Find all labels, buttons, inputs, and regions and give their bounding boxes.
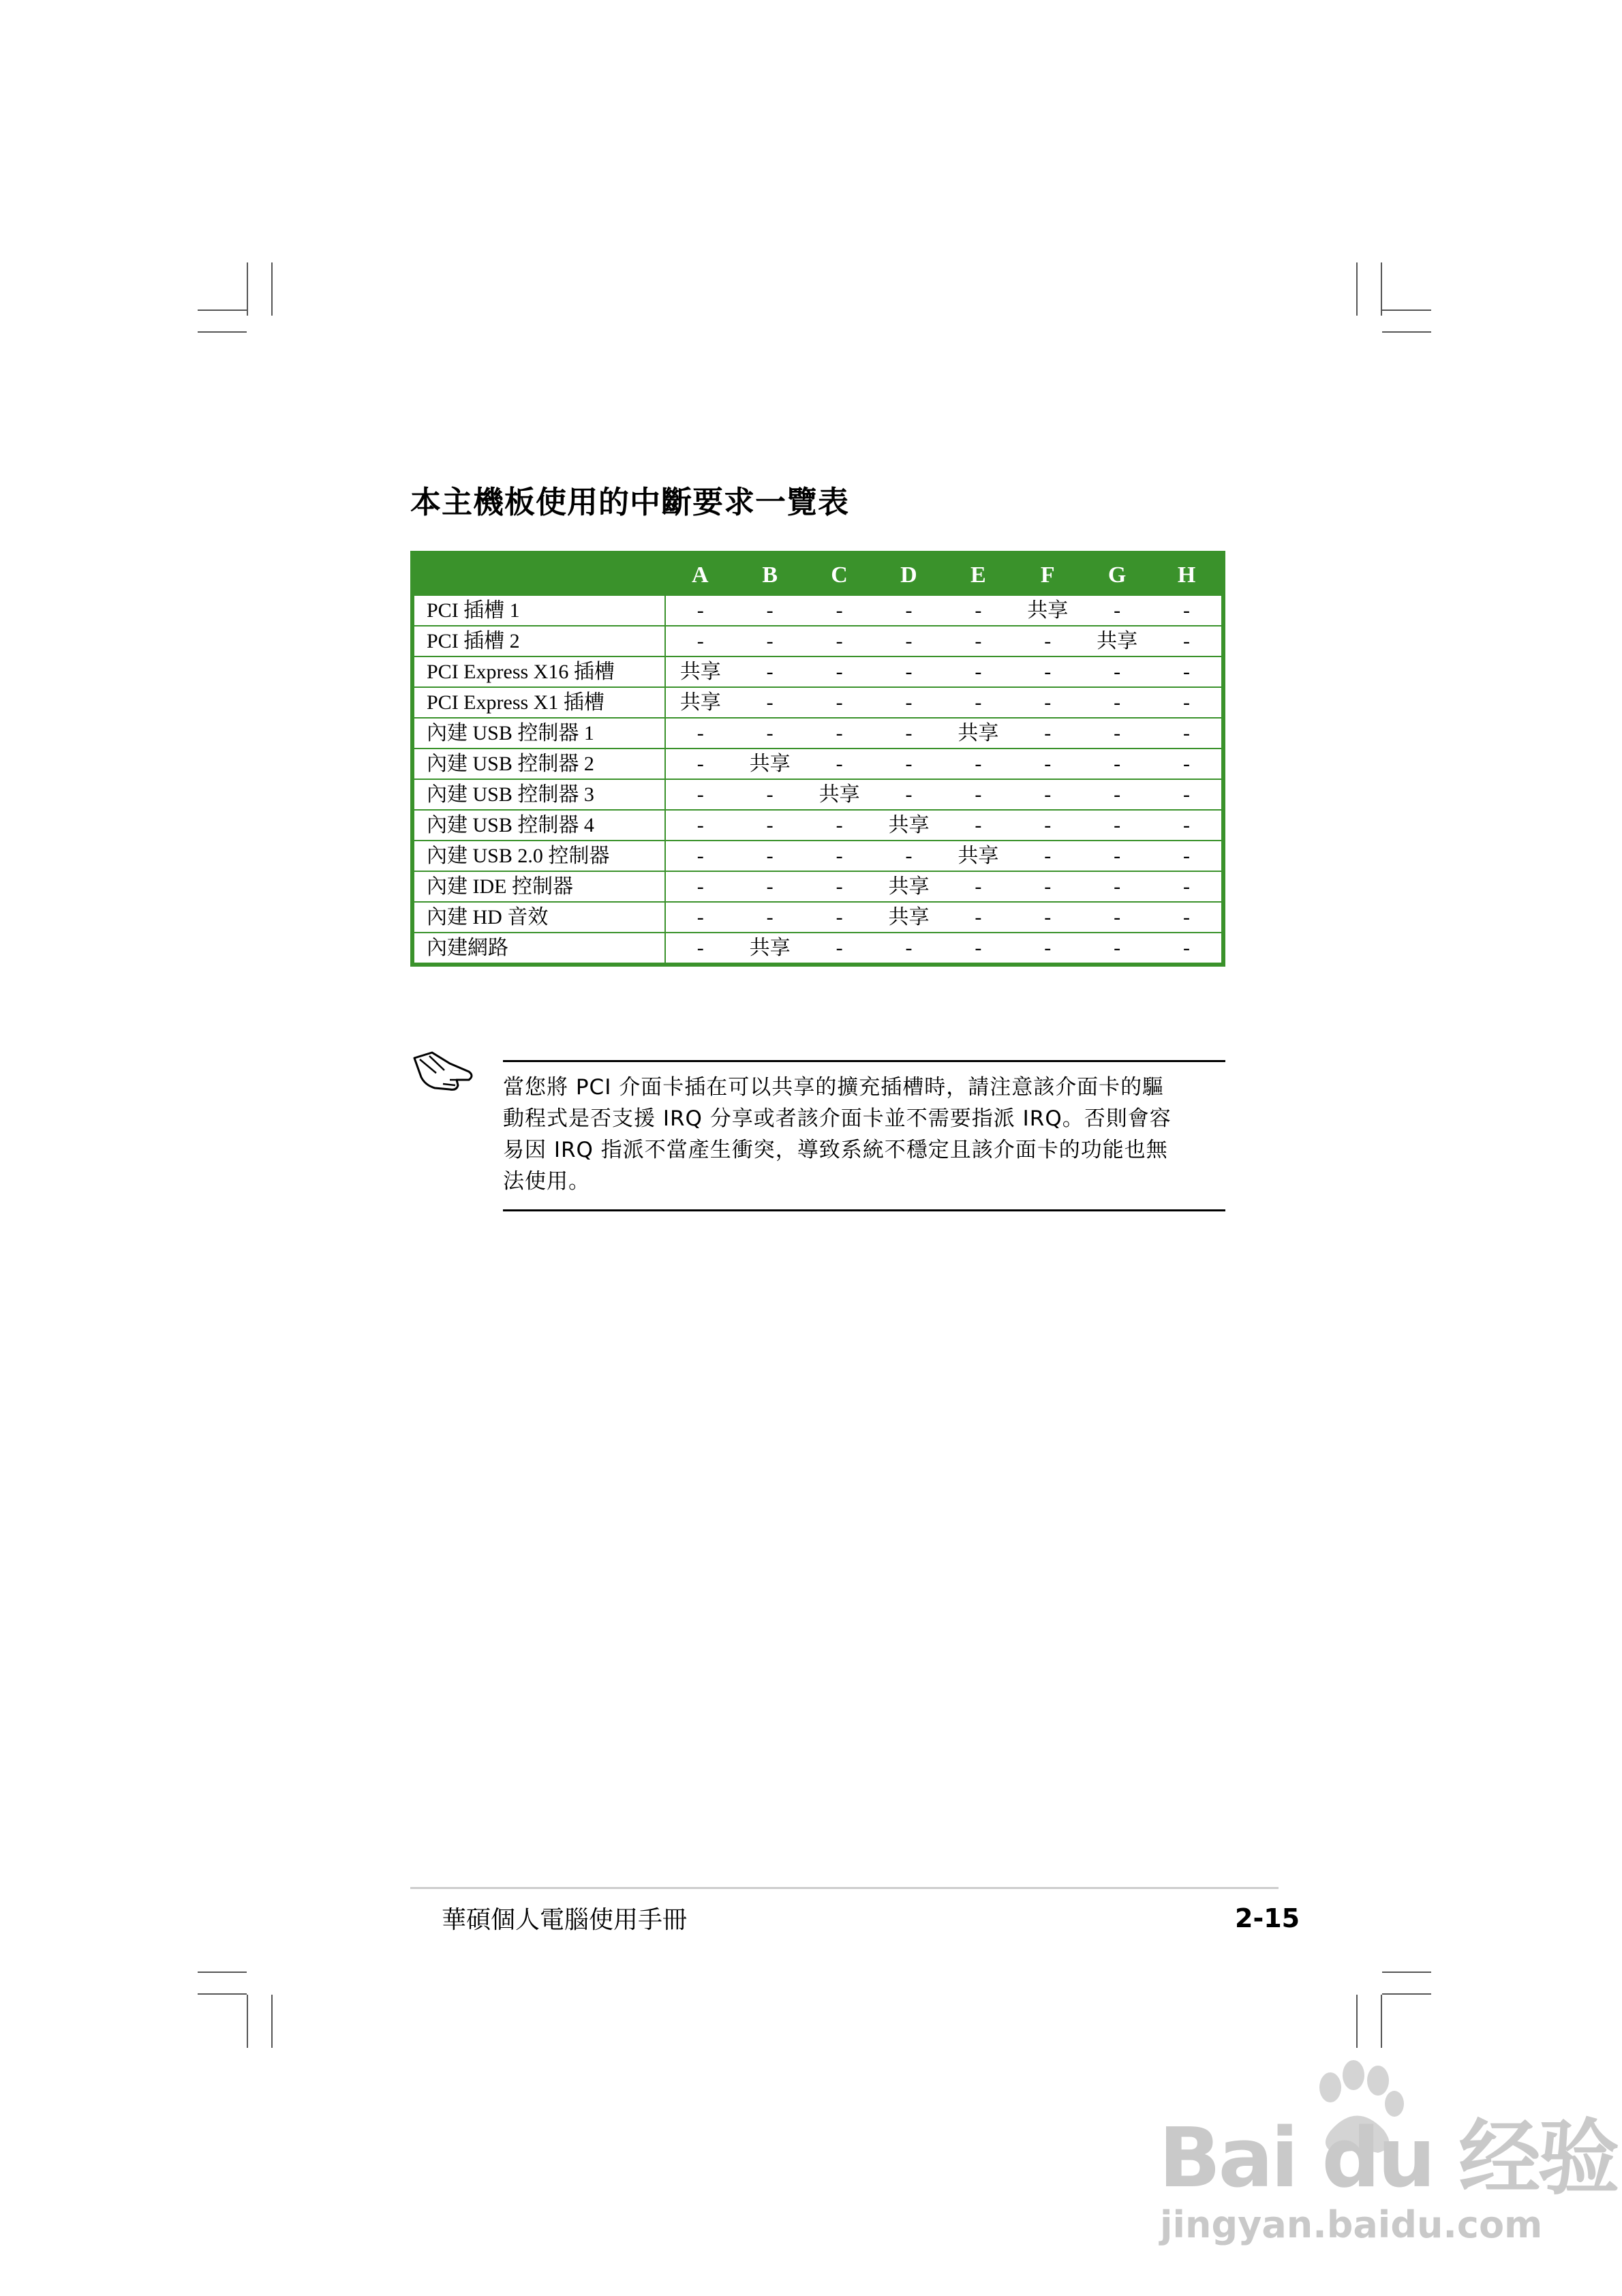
table-cell: - (943, 779, 1013, 810)
table-cell: 共享 (943, 841, 1013, 871)
table-cell: - (805, 749, 874, 779)
header-cell: E (943, 555, 1013, 596)
table-cell: - (735, 902, 805, 933)
table-cell: - (1152, 596, 1221, 626)
header-cell-empty (414, 555, 665, 596)
table-cell: 共享 (874, 871, 944, 902)
table-cell: - (1082, 718, 1152, 749)
table-cell: - (1013, 718, 1082, 749)
table-cell: - (943, 810, 1013, 841)
table-cell: - (665, 626, 735, 656)
table-cell: - (943, 596, 1013, 626)
table-cell: - (735, 810, 805, 841)
table-cell: - (1183, 937, 1191, 959)
crop-mark (198, 1993, 247, 1995)
header-cell: C (805, 555, 874, 596)
table-cell: - (735, 596, 805, 626)
row-label: 內建 USB 控制器 3 (414, 779, 665, 810)
table-cell: - (805, 656, 874, 687)
table-cell: - (805, 596, 874, 626)
row-label: 內建 HD 音效 (414, 902, 665, 933)
crop-mark (271, 1995, 273, 2048)
section-title: 本主機板使用的中斷要求一覽表 (410, 484, 850, 520)
crop-mark (1382, 309, 1431, 311)
table-cell: - (836, 937, 843, 959)
table-cell: - (735, 626, 805, 656)
table-cell: - (943, 871, 1013, 902)
table-cell: - (1152, 779, 1221, 810)
table-cell: - (1013, 626, 1082, 656)
table-cell: - (975, 937, 982, 959)
header-cell: F (1013, 555, 1082, 596)
table-cell: 共享 (665, 656, 735, 687)
row-label: PCI Express X1 插槽 (414, 687, 665, 718)
row-label: 內建 USB 控制器 4 (414, 810, 665, 841)
table-cell: - (874, 656, 944, 687)
irq-table (410, 551, 1225, 967)
table-cell: 共享 (749, 937, 791, 959)
crop-mark (1382, 1993, 1431, 1995)
table-cell: - (1152, 687, 1221, 718)
row-label: PCI 插槽 2 (414, 626, 665, 656)
crop-mark (198, 331, 247, 333)
table-cell: - (943, 902, 1013, 933)
table-cell: - (943, 626, 1013, 656)
table-cell: - (735, 871, 805, 902)
note-box (503, 1060, 1225, 1211)
table-row (414, 902, 1221, 933)
table-cell: - (1013, 810, 1082, 841)
table-cell: - (1152, 718, 1221, 749)
table-cell: - (735, 656, 805, 687)
table-cell: 共享 (1082, 626, 1152, 656)
table-row (414, 779, 1221, 810)
table-cell: - (665, 718, 735, 749)
watermark-brand: Bai du 经验 (1159, 2111, 1617, 2206)
table-cell: - (1044, 937, 1052, 959)
table-header-row (414, 555, 1221, 596)
table-row (414, 749, 1221, 779)
table-cell: - (874, 626, 944, 656)
table-cell: - (665, 902, 735, 933)
row-label: 內建 USB 2.0 控制器 (414, 841, 665, 871)
table-cell: - (1082, 871, 1152, 902)
page-number: 2-15 (1235, 1903, 1300, 1933)
crop-mark (1382, 1972, 1431, 1973)
table-cell: - (943, 656, 1013, 687)
table-cell: - (874, 841, 944, 871)
row-label: PCI 插槽 1 (414, 596, 665, 626)
row-label: 內建網路 (414, 933, 665, 963)
table-cell: - (735, 779, 805, 810)
note-text: 當您將 PCI 介面卡插在可以共享的擴充插槽時，請注意該介面卡的驅動程式是否支援 IRQ 分享或者該介面卡並不需要指派 IRQ。否則會容易因 IRQ 指派不當產生衝突，導致系統不穩定且該介面卡的功能也無法使用。 (503, 1075, 1172, 1194)
table-cell: - (1013, 749, 1082, 779)
table-cell: - (805, 718, 874, 749)
footer-divider (410, 1887, 1279, 1889)
table-cell: - (665, 841, 735, 871)
crop-mark (1356, 1995, 1358, 2048)
table-cell: - (1082, 841, 1152, 871)
crop-mark (1356, 262, 1358, 316)
table-cell: - (805, 687, 874, 718)
table-cell: - (874, 779, 944, 810)
table-cell: 共享 (665, 687, 735, 718)
table-cell: - (665, 749, 735, 779)
table-cell: - (1082, 902, 1152, 933)
table-cell: - (805, 902, 874, 933)
table-cell: - (1082, 687, 1152, 718)
table-row (414, 718, 1221, 749)
row-label: 內建 USB 控制器 1 (414, 718, 665, 749)
table-cell: - (805, 841, 874, 871)
table-row (414, 933, 1221, 963)
table-row (414, 687, 1221, 718)
crop-mark (271, 262, 273, 316)
watermark-url: jingyan.baidu.com (1160, 2203, 1543, 2246)
table-cell: - (665, 810, 735, 841)
crop-mark (1381, 262, 1382, 316)
table-cell: - (1082, 810, 1152, 841)
table-cell: - (1013, 841, 1082, 871)
crop-mark (247, 262, 248, 316)
table-cell: - (874, 687, 944, 718)
table-cell: - (1152, 626, 1221, 656)
table-cell: - (1013, 902, 1082, 933)
crop-mark (198, 1972, 247, 1973)
table-row (414, 841, 1221, 871)
table-row (414, 596, 1221, 626)
table-cell: - (874, 596, 944, 626)
crop-mark (198, 309, 247, 311)
table-cell: - (1013, 687, 1082, 718)
header-cell: H (1152, 555, 1221, 596)
header-cell: D (874, 555, 944, 596)
table-cell: - (1152, 902, 1221, 933)
table-cell: - (665, 596, 735, 626)
table-row (414, 626, 1221, 656)
table-cell: - (1082, 596, 1152, 626)
table-cell: - (1152, 810, 1221, 841)
table-cell: - (1013, 656, 1082, 687)
table-cell: - (1152, 656, 1221, 687)
crop-mark (1382, 331, 1431, 333)
table-cell: - (805, 626, 874, 656)
crop-mark (1381, 1995, 1382, 2048)
table-cell: - (1152, 749, 1221, 779)
table-cell: 共享 (735, 749, 805, 779)
table-cell: - (943, 749, 1013, 779)
table-cell: 共享 (874, 810, 944, 841)
table-cell: - (1013, 871, 1082, 902)
table-cell: - (805, 810, 874, 841)
table-row (414, 871, 1221, 902)
table-cell: - (874, 749, 944, 779)
table-cell: 共享 (805, 779, 874, 810)
table-cell: - (735, 718, 805, 749)
table-cell: - (943, 687, 1013, 718)
table-cell: - (905, 937, 913, 959)
table-cell: - (1114, 937, 1121, 959)
row-label: PCI Express X16 插槽 (414, 656, 665, 687)
pointing-hand-icon (409, 1050, 477, 1098)
table-cell: - (805, 871, 874, 902)
table-cell: - (697, 937, 704, 959)
table-cell: - (735, 841, 805, 871)
table-cell: - (665, 779, 735, 810)
table-row (414, 810, 1221, 841)
table-cell: - (1082, 779, 1152, 810)
table-cell: 共享 (1013, 596, 1082, 626)
row-label: 內建 USB 控制器 2 (414, 749, 665, 779)
header-cell: A (665, 555, 735, 596)
table-cell: - (1152, 841, 1221, 871)
footer-title: 華碩個人電腦使用手冊 (442, 1906, 688, 1934)
header-cell: G (1082, 555, 1152, 596)
table-row (414, 656, 1221, 687)
table-cell: 共享 (943, 718, 1013, 749)
row-label: 內建 IDE 控制器 (414, 871, 665, 902)
table-cell: - (1152, 871, 1221, 902)
table-cell: - (1082, 749, 1152, 779)
crop-mark (247, 1995, 248, 2048)
table-cell: - (665, 871, 735, 902)
table-cell: - (735, 687, 805, 718)
table-cell: - (874, 718, 944, 749)
table-cell: - (1013, 779, 1082, 810)
header-cell: B (735, 555, 805, 596)
table-cell: 共享 (874, 902, 944, 933)
table-cell: - (1082, 656, 1152, 687)
